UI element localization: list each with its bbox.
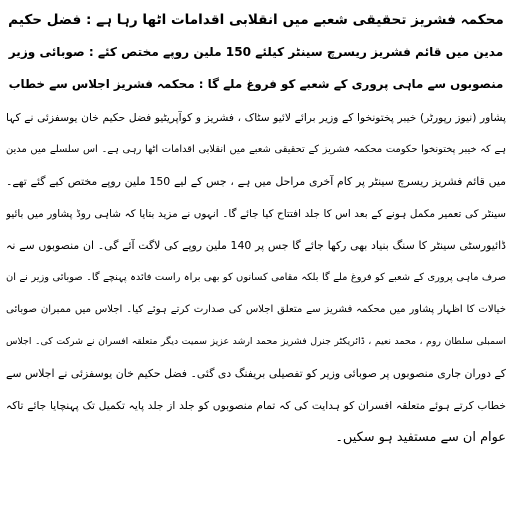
body-line: ہے کہ خیبر پختونخوا حکومت محکمہ فشریز کے تحقیقی شعبے میں انقلابی اقدامات اٹھا رہی ہے۔ اس سلسلے میں مدین: [6, 144, 506, 155]
headline-sub-2: منصوبوں سے ماہی پروری کے شعبے کو فروغ ملے گا : محکمہ فشریز اجلاس سے خطاب: [8, 77, 504, 91]
article-body: [6, 102, 506, 454]
body-line: ڈائیورسٹی سینٹر کا سنگ بنیاد بھی رکھا جائے گا جس پر 140 ملین روپے کی لاگت آئے گی۔ ان منصوبوں سے نہ: [6, 239, 506, 252]
headline-main: محکمہ فشریز تحقیقی شعبے میں انقلابی اقدامات اٹھا رہا ہے : فضل حکیم: [8, 12, 504, 28]
body-line: میں قائم فشریز ریسرچ سینٹر پر کام آخری مراحل میں ہے ، جس کے لیے 150 ملین روپے مختص کیے گئے تھے۔: [6, 175, 506, 188]
body-line: کے دوران جاری منصوبوں پر صوبائی وزیر کو تفصیلی بریفنگ دی گئی۔ فضل حکیم خان یوسفزئی نے اجلاس سے: [6, 367, 506, 380]
body-line: خطاب کرتے ہوئے متعلقہ افسران کو ہدایت کی کہ تمام منصوبوں کو جلد از جلد پایہ تکمیل تک پہنچایا جائے تاکہ: [6, 399, 506, 412]
news-article: [6, 2, 506, 510]
headline-sub-1: مدین میں قائم فشریز ریسرچ سینٹر کیلئے 150 ملین روپے مختص کئے : صوبائی وزیر: [8, 45, 504, 59]
body-line: سینٹر کی تعمیر مکمل ہونے کے بعد اس کا جلد افتتاح کیا جائے گا۔ انہوں نے مزید بتایا کہ شاہی روڈ پشاور میں بائیو: [6, 208, 506, 220]
body-line: صرف ماہی پروری کے شعبے کو فروغ ملے گا بلکہ مقامی کسانوں کو بھی براہ راست فائدہ پہنچے گا۔ صوبائی وزیر نے ان: [6, 272, 506, 283]
body-line: پشاور (نیوز رپورٹر) خیبر پختونخوا کے وزیر برائے لائیو سٹاک ، فشریز و کوآپریٹیو فضل حکیم خان یوسفزئی نے کہا: [6, 111, 506, 124]
body-line: خیالات کا اظہار پشاور میں محکمہ فشریز سے متعلق اجلاس کی صدارت کرتے ہوئے کیا۔ اجلاس میں ممبران صوبائی: [6, 304, 506, 315]
body-line-last: عوام ان سے مستفید ہو سکیں۔: [335, 430, 506, 445]
body-line: اسمبلی سلطان روم ، محمد نعیم ، ڈائریکٹر جنرل فشریز محمد ارشد عزیز سمیت دیگر متعلقہ افسران نے شرکت کی۔ اجلاس: [6, 336, 506, 347]
